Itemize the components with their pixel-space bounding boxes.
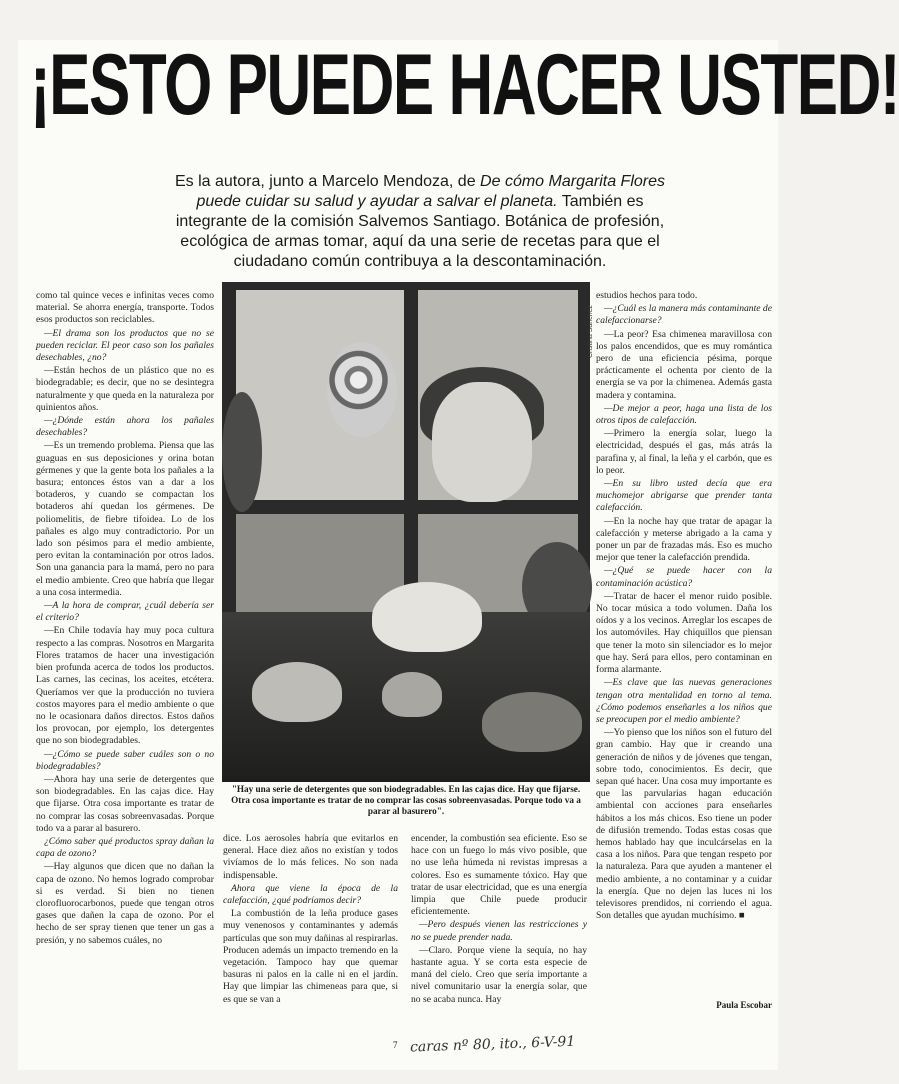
paragraph: estudios hechos para todo.: [596, 290, 698, 301]
paragraph: como tal quince veces e infinitas veces como material. Se ahorra energía, transporte. Todos esos productos son reciclables.: [36, 290, 214, 326]
paragraph: —Ahora hay una serie de detergentes que son biodegradables. En las cajas dice. Hay que fijarse. Otra cosa importante es tratar de no comprar las cosas sobreenvasadas. Porque todo va a parar al basurero.: [36, 773, 214, 834]
headline: ¡ESTO PUEDE HACER USTED!: [30, 37, 899, 133]
paragraph: —A la hora de comprar, ¿cuál debería ser el criterio?: [36, 600, 214, 624]
deck-text-2: También es integrante de la comisión Salvemos Santiago. Botánica de profesión, ecológica de armas tomar, aquí da una serie de recetas para que el ciudadano común contribuya a la descontaminación.: [175, 193, 665, 270]
paragraph: encender, la combustión sea eficiente. Eso se hace con un fuego lo más vivo posible, que no use leña húmeda ni revistas impresas a colores. Eso es sumamente tóxico. Hay que tratar de usar electricidad, que es una energía limpia que Chile puede producir eficientemente.: [411, 833, 587, 918]
paragraph: —Claro. Porque viene la sequía, no hay hastante agua. Y se corta esta especie de maná del cielo. Creo que sería importante a nivel comunitario usar la energía solar, que no se acaba nunca. Hay: [411, 944, 587, 1005]
column-middle-1: [223, 833, 398, 1043]
paragraph: —Es un tremendo problema. Piensa que las guaguas en sus deposiciones y orina botan gérmenes y que la gente bota los pañales a la basura; entonces éstos van a dar a los botaderos, y cuando se compactan los botaderos ahí quedan los gérmenes. De poliomelitis, de fiebre tifoidea. Lo de los pañales es algo muy contradictorio. Por un lado son pésimos para el medio ambiente, pero evitan la contaminación por otros lados. Son una ganancia para la mamá, pero no para el medio ambiente. Creo que habría que llegar a una cosa intermedia.: [36, 440, 214, 598]
paragraph: —¿Cómo se puede saber cuáles son o no biodegradables?: [36, 748, 214, 772]
deck-text-1: Es la autora, junto a Marcelo Mendoza, de: [174, 173, 481, 190]
paragraph: Ahora que viene la época de la calefacción, ¿qué podríamos decir?: [223, 882, 398, 907]
photo-credit: Cristina Sánchez: [587, 305, 594, 358]
paragraph: ¿Cómo saber qué productos spray dañan la capa de ozono?: [36, 835, 214, 860]
seashell-ornament: [327, 342, 397, 437]
woman-face: [432, 382, 532, 502]
paragraph: —Es clave que las nuevas generaciones tengan otra mentalidad en torno al tema. ¿Cómo podemos enseñarles a los niños que se preocupen por el medio ambiente?: [596, 677, 772, 725]
plant-leaf: [222, 392, 262, 512]
column-middle-2: [411, 833, 587, 1043]
paragraph: —El drama son los productos que no se pueden reciclar. El peor caso son los pañales desechables, ¿no?: [36, 327, 214, 364]
page-number: 7: [393, 1040, 398, 1050]
ceramic-owl: [382, 672, 442, 717]
handwritten-note: caras nº 80, ito., 6-V-91: [409, 1033, 576, 1056]
article-photo: [222, 282, 590, 782]
paragraph: —¿Cuál es la manera más contaminante de calefaccionarse?: [596, 303, 772, 327]
paragraph: —De mejor a peor, haga una lista de los otros tipos de calefacción.: [596, 402, 772, 427]
byline: Paula Escobar: [716, 1000, 772, 1010]
paragraph: —En su libro usted decía que era muchomejor abrigarse que prender tanta calefacción.: [596, 478, 772, 514]
paragraph: La combustión de la leña produce gases muy venenosos y contaminantes y además partículas que son muy dañinas al respirarlas. Producen además un impacto tremendo en la vegetación. Tampoco hay que quemar basuras ni palos en la calle ni en el jardín. Hay que limpiar las chimeneas para que, si es que se van a: [223, 908, 398, 1005]
column-right: [596, 290, 772, 1020]
paragraph: —Primero la energía solar, luego la electricidad, después el gas, más atrás la parafina y, al final, la leña y el carbón, que es lo peor.: [596, 428, 772, 476]
paragraph: —Tratar de hacer el menor ruido posible. No tocar música a todo volumen. Daña los oídos y a los vecinos. Arreglar los escapes de los automóviles. Hay chiquillos que piensan que tener la moto sin silenciador es lo mejor que hay. Será para ellos, pero contaminan en forma alarmante.: [596, 590, 772, 676]
paragraph: —Están hechos de un plástico que no es biodegradable; es decir, que no se desintegra naturalmente y que queda en la naturaleza por quinientos años.: [36, 365, 214, 413]
paragraph: —Pero después vienen las restricciones y no se puede prender nada.: [411, 919, 587, 943]
paragraph: dice. Los aerosoles habría que evitarlos en general. Hace diez años no existían y todos vivíamos de lo más felices. No son nada indispensable.: [223, 833, 398, 881]
paragraph: —En la noche hay que tratar de apagar la calefacción y meterse abrigado a la cama y poner un par de frazadas más. Eso es mucho mejor que tener la calefacción prendida.: [596, 515, 772, 564]
paragraph: —En Chile todavía hay muy poca cultura respecto a las compras. Nosotros en Margarita Flores tratamos de hacer una investigación bien profunda acerca de todos los productos. Las carnes, las cecinas, los aceites, etcétera. Queríamos ver que la producción no tuviera costos mayores para el medio ambiente o que no le ocasionara daños directos. Estos daños los provocan, por ejemplo, los detergentes que no son biodegradables.: [36, 625, 214, 747]
paragraph: —Hay algunos que dicen que no dañan la capa de ozono. No hemos logrado comprobar si es verdad. Si bien no tienen clorofluorocarbonos, puede que tengan otros gases que dañen la capa de ozono. Por el hecho de ser spray tienen que tener un gas a presión, y no sabemos cuáles, no: [36, 861, 214, 946]
basket: [482, 692, 582, 752]
paragraph: —La peor? Esa chimenea maravillosa con los palos encendidos, que es muy romántica pero de una eficiencia pésima, porque prácticamente el ochenta por ciento de la energía se va por la chimenea. Además gasta madera y contamina.: [596, 328, 772, 401]
column-left: [36, 290, 214, 1040]
paragraph: —¿Dónde están ahora los pañales desechables?: [36, 415, 214, 439]
pottery-object: [252, 662, 342, 722]
paragraph: —Yo pienso que los niños son el futuro del gran cambio. Hay que ir creando una generación de niños y de jóvenes que tengan, sobre todo, conocimientos. Es decir, que sepan qué hacer. Una cosa muy importante es que las parvularias hagan educación ambiental con acciones para enseñarles hábitos a los más chicos. Eso tiene un poder de difusión tremendo. Todas estas cosas que hemos hablado hay que inculcárselas en la casa a los niños. Para que tengan respeto por la naturaleza. Para que ayuden a mantener el medio ambiente, a no contaminar y a cuidar la energía. Que no dejen las luces ni los televisores prendidos, ni corriendo el agua. Son detalles que ayudan muchísimo. ■: [596, 727, 772, 922]
paragraph: —¿Qué se puede hacer con la contaminación acústica?: [596, 565, 772, 589]
ceramic-bird: [372, 582, 482, 652]
article-deck: [160, 172, 680, 272]
book-title: De cómo Margarita Flores puede cuidar su salud y ayudar a salvar el planeta.: [196, 173, 665, 210]
photo-caption: "Hay una serie de detergentes que son biodegradables. En las cajas dice. Hay que fijarse. Otra cosa importante es tratar de no comprar las cosas sobreenvasadas. Porque todo va a parar al basurero".: [231, 784, 581, 816]
